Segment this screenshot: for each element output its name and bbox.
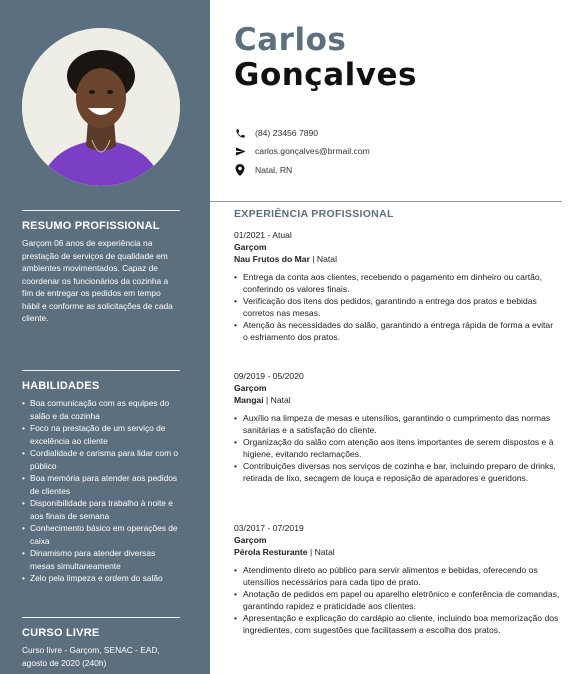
list-item: • Dinamismo para atender diversas mesas simultaneamente	[22, 547, 180, 572]
skills-section	[22, 370, 180, 585]
list-item: • Boa memória para atender aos pedidos de clientes	[22, 472, 180, 497]
list-item: • Entrega da conta aos clientes, recebendo o pagamento em dinheiro ou cartão, conferindo os valores finais.	[234, 271, 560, 295]
list-item: • Verificação dos itens dos pedidos, garantindo a entrega dos pratos e bebidas corretos nas mesas.	[234, 295, 560, 319]
contact-phone	[234, 127, 318, 139]
list-item: • Anotação de pedidos em papel ou aparelho eletrônico e conferência de comandas, garantindo rapidez e praticidade aos clientes.	[234, 588, 560, 612]
phone-text: (84) 23456 7890	[255, 128, 319, 138]
job-place	[234, 394, 560, 406]
divider	[22, 617, 180, 618]
skills-list	[22, 397, 180, 585]
job-period: 03/2017 - 07/2019	[234, 523, 304, 533]
contact-email	[234, 145, 370, 157]
person-portrait-icon	[22, 28, 180, 186]
job-bullets	[234, 564, 560, 636]
summary-section	[22, 210, 180, 325]
job-period: 09/2019 - 05/2020	[234, 371, 304, 381]
job-company: Pérola Resturante	[234, 547, 308, 557]
job-city: | Natal	[309, 254, 337, 264]
list-item: • Apresentação e explicação do cardápio ao cliente, incluindo boa memorização dos ingredientes, com sugestões que facilitassem a escolha dos pratos.	[234, 612, 560, 636]
list-item: • Zelo pela limpeza e ordem do salão	[22, 572, 180, 585]
phone-icon	[234, 127, 246, 139]
list-item: • Foco na prestação de um serviço de excelência ao cliente	[22, 422, 180, 447]
job-bullets	[234, 412, 560, 484]
job-role: Garçom	[234, 535, 267, 545]
list-item: • Atenção às necessidades do salão, garantindo a entrega rápida de forma a evitar o esfriamento dos pratos.	[234, 319, 560, 343]
job-period: 01/2021 - Atual	[234, 230, 292, 240]
list-item: • Conhecimento básico em operações de caixa	[22, 522, 180, 547]
first-name: Carlos	[234, 22, 347, 58]
job-entry	[234, 370, 560, 484]
divider	[22, 370, 180, 371]
list-item: • Contribuições diversas nos serviços de cozinha e bar, incluindo preparo de drinks, retirada de lixo, secagem de louça e reposição de aparadores e gueridons.	[234, 460, 560, 484]
job-place	[234, 253, 560, 265]
summary-heading: RESUMO PROFISSIONAL	[22, 220, 160, 232]
send-icon	[234, 145, 246, 157]
course-section	[22, 617, 180, 669]
sidebar	[0, 0, 210, 674]
list-item: • Boa comunicação com as equipes do salão e da cozinha	[22, 397, 180, 422]
job-city: | Natal	[307, 547, 335, 557]
experience-heading: EXPERIÊNCIA PROFISSIONAL	[234, 208, 394, 220]
divider	[210, 201, 562, 202]
location-text: Natal, RN	[255, 165, 293, 175]
job-role: Garçom	[234, 242, 267, 252]
job-bullets	[234, 271, 560, 343]
job-entry	[234, 522, 560, 636]
divider	[22, 210, 180, 211]
list-item: • Atendimento direto ao público para servir alimentos e bebidas, oferecendo os utensílios necessários para cada tipo de prato.	[234, 564, 560, 588]
location-pin-icon	[234, 164, 246, 176]
job-role: Garçom	[234, 383, 267, 393]
list-item: • Auxílio na limpeza de mesas e utensílios, garantindo o cumprimento das normas sanitárias e a satisfação do cliente.	[234, 412, 560, 436]
email-link[interactable]: carlos.gonçalves@brmail.com	[255, 146, 370, 156]
profile-photo	[22, 28, 180, 186]
list-item: • Disponibilidade para trabalho à noite e aos finais de semana	[22, 497, 180, 522]
course-text: Curso livre - Garçom, SENAC - EAD, agosto de 2020 (240h)	[22, 645, 160, 668]
job-place	[234, 546, 560, 558]
summary-text: Garçom 06 anos de experiência na prestação de serviços de qualidade em ambientes movimentados. Capaz de coordenar os funcionários da cozinha a fim de entregar os pedidos em tempo hábil e conforme as solicitações de cada cliente.	[22, 238, 173, 323]
job-entry	[234, 229, 560, 343]
job-city: | Natal	[263, 395, 291, 405]
list-item: • Organização do salão com atenção aos itens importantes de serem dispostos e à higiene, evitando reclamações.	[234, 436, 560, 460]
list-item: • Cordialidade e carisma para lidar com o público	[22, 447, 180, 472]
job-company: Mangai	[234, 395, 264, 405]
skills-heading: HABILIDADES	[22, 380, 100, 392]
last-name: Gonçalves	[234, 57, 417, 93]
job-company: Nau Frutos do Mar	[234, 254, 310, 264]
contact-location	[234, 164, 292, 176]
course-heading: CURSO LIVRE	[22, 627, 100, 639]
